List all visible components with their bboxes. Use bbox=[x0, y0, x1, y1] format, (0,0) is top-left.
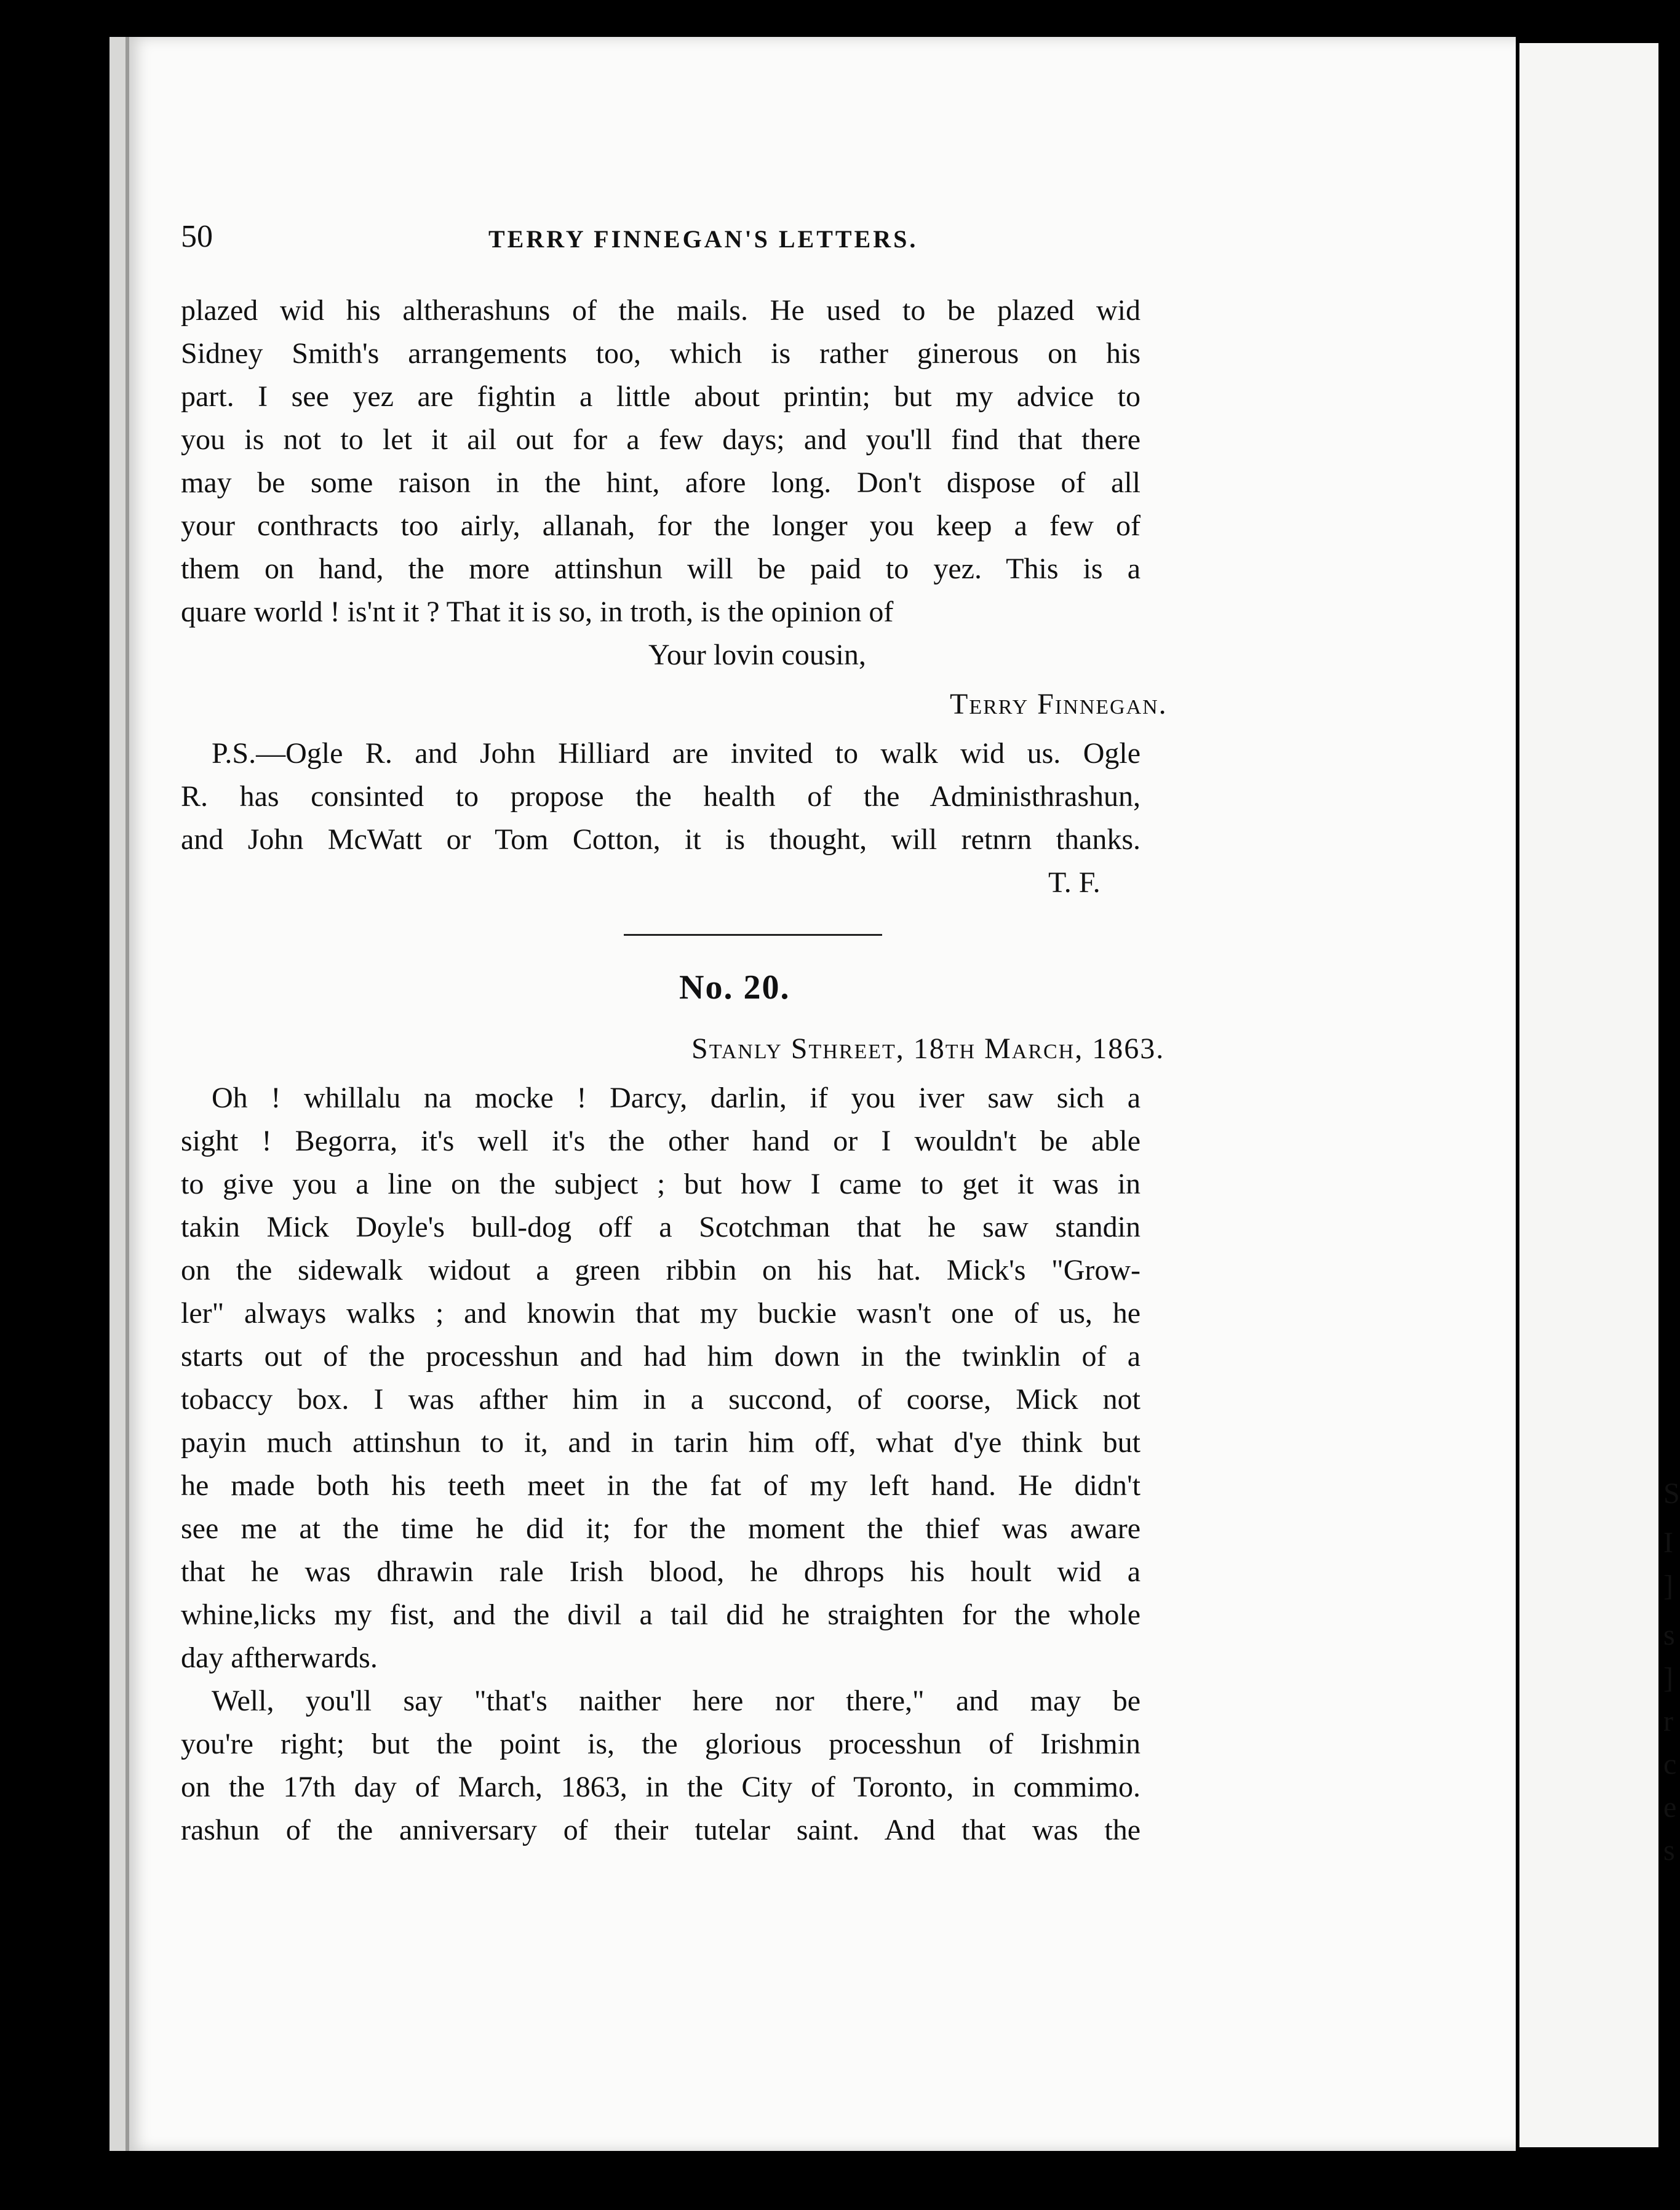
adjacent-fragment: e bbox=[1663, 1791, 1677, 1824]
text-line: rashun of the anniversary of their tutelar saint. And that was the bbox=[181, 1814, 1141, 1846]
postscript-line: P.S.—Ogle R. and John Hilliard are invited to walk wid us. Ogle bbox=[212, 737, 1141, 770]
adjacent-fragment: I bbox=[1663, 1526, 1673, 1559]
text-line: you is not to let it ail out for a few days; and you'll find that there bbox=[181, 423, 1141, 456]
text-line: your conthracts too airly, allanah, for the longer you keep a few of bbox=[181, 509, 1141, 542]
letter-number-heading: No. 20. bbox=[679, 968, 790, 1007]
text-line: see me at the time he did it; for the moment the thief was aware bbox=[181, 1512, 1141, 1545]
letter-signature: Terry Finnegan. bbox=[950, 688, 1168, 720]
adjacent-fragment: s bbox=[1663, 1619, 1675, 1651]
adjacent-fragment: c bbox=[1663, 1748, 1677, 1781]
text-line: them on hand, the more attinshun will be paid to yez. This is a bbox=[181, 552, 1141, 585]
text-line: may be some raison in the hint, afore long. Don't dispose of all bbox=[181, 466, 1141, 499]
adjacent-fragment: r bbox=[1663, 1705, 1673, 1737]
text-line: part. I see yez are fightin a little about printin; but my advice to bbox=[181, 380, 1141, 413]
text-line: he made both his teeth meet in the fat of my left hand. He didn't bbox=[181, 1469, 1141, 1502]
text-line: payin much attinshun to it, and in tarin him off, what d'ye think but bbox=[181, 1426, 1141, 1459]
text-line: Sidney Smith's arrangements too, which is rather ginerous on his bbox=[181, 337, 1141, 370]
letter-closing: Your lovin cousin, bbox=[648, 639, 866, 671]
postscript-initials: T. F. bbox=[1048, 866, 1101, 899]
adjacent-page-edge bbox=[1519, 43, 1680, 2147]
page-text bbox=[181, 215, 1362, 1846]
postscript-line: R. has consinted to propose the health of the Administhrashun, bbox=[181, 780, 1141, 813]
text-line: to give you a line on the subject ; but how I came to get it was in bbox=[181, 1168, 1141, 1200]
text-line: on the 17th day of March, 1863, in the City of Toronto, in commimo. bbox=[181, 1771, 1141, 1803]
adjacent-fragment: ] bbox=[1663, 1662, 1673, 1694]
adjacent-fragment: s bbox=[1663, 1834, 1675, 1867]
text-line: plazed wid his altherashuns of the mails. He used to be plazed wid bbox=[181, 294, 1141, 327]
text-line: you're right; but the point is, the glorious processhun of Irishmin bbox=[181, 1728, 1141, 1760]
running-head bbox=[181, 215, 1362, 271]
text-line: tobaccy box. I was afther him in a succond, of coorse, Mick not bbox=[181, 1383, 1141, 1416]
section-rule bbox=[624, 934, 882, 936]
text-line: ler" always walks ; and knowin that my buckie wasn't one of us, he bbox=[181, 1297, 1141, 1330]
postscript-line: and John McWatt or Tom Cotton, it is thought, will retnrn thanks. bbox=[181, 823, 1141, 856]
text-line: Well, you'll say "that's naither here nor there," and may be bbox=[212, 1685, 1141, 1717]
text-line: takin Mick Doyle's bull-dog off a Scotchman that he saw standin bbox=[181, 1211, 1141, 1243]
page-number: 50 bbox=[181, 219, 213, 254]
letter-dateline: Stanly Sthreet, 18th March, 1863. bbox=[691, 1032, 1165, 1065]
text-line: on the sidewalk widout a green ribbin on his hat. Mick's "Grow- bbox=[181, 1254, 1141, 1287]
text-line: whine,licks my fist, and the divil a tail did he straighten for the whole bbox=[181, 1598, 1141, 1631]
text-line: Oh ! whillalu na mocke ! Darcy, darlin, if you iver saw sich a bbox=[212, 1082, 1141, 1114]
adjacent-fragment: S bbox=[1663, 1477, 1680, 1510]
text-line: quare world ! is'nt it ? That it is so, in troth, is the opinion of bbox=[181, 596, 894, 628]
text-line: that he was dhrawin rale Irish blood, he dhrops his hoult wid a bbox=[181, 1555, 1141, 1588]
running-title: TERRY FINNEGAN'S LETTERS. bbox=[488, 225, 918, 253]
adjacent-fragment: ] bbox=[1663, 1570, 1673, 1602]
text-line: sight ! Begorra, it's well it's the other hand or I wouldn't be able bbox=[181, 1125, 1141, 1157]
text-line: day aftherwards. bbox=[181, 1642, 378, 1674]
page-gutter bbox=[125, 37, 129, 2151]
text-line: starts out of the processhun and had him down in the twinklin of a bbox=[181, 1340, 1141, 1373]
